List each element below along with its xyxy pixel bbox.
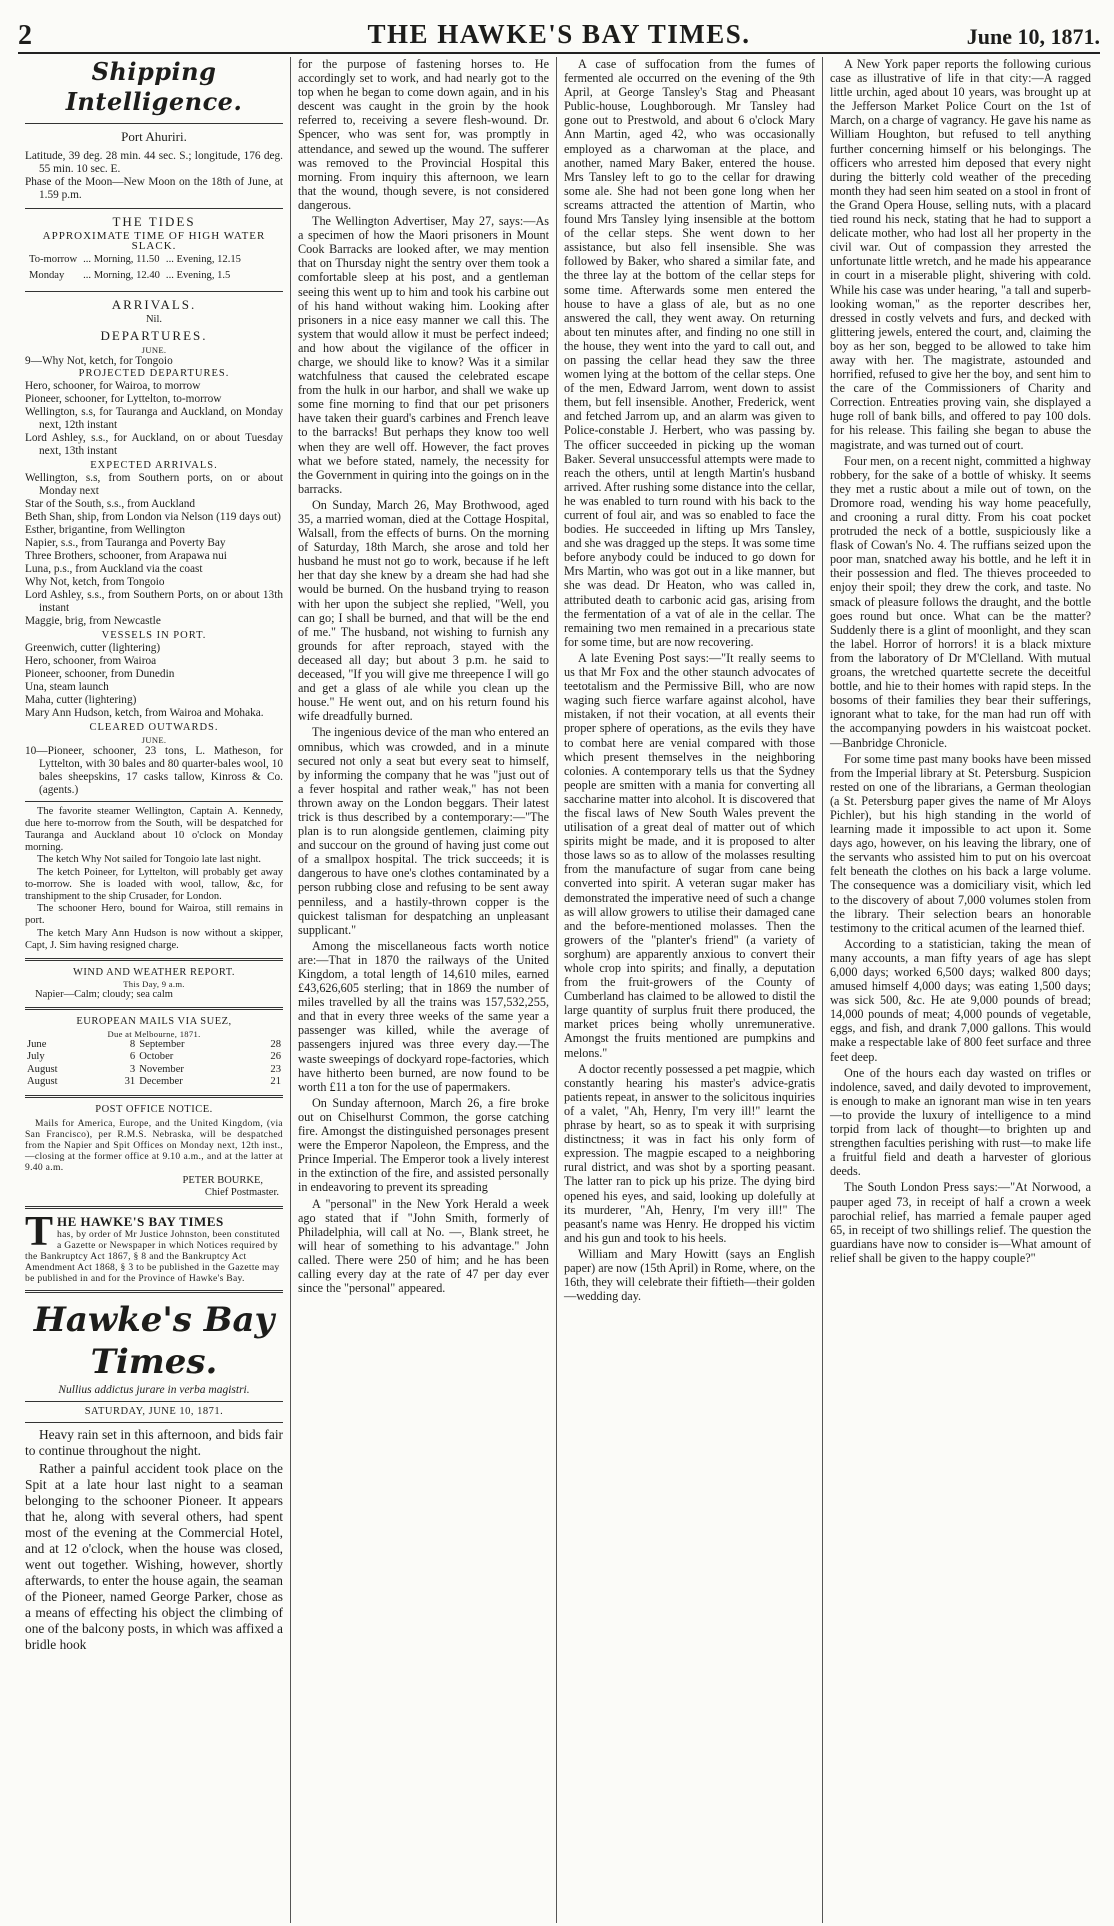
article-paragraph: A case of suffocation from the fumes of fermented ale occurred on the evening of the 9th April, at George Tansley's Stag and Pheasant Public-house, Loughborough. Mr Tansley had gone out to Prestwold, and about 6 o'clock Mary Ann Martin, aged 42, who was occasionally employed as a charwoman at the place, and another, named Mary Baker, entered the house. Mrs Tansley left to go to the cellar for drawing some ale. She had not been gone long when her screams attracted the attention of Martin, who found Mrs Tansley lying insensible at the bottom of the cellar steps. She went down to her assistance, but also fell insensible. She was followed by Baker, who shared a similar fate, and the three lay at the bottom of the cellar steps for some time. Afterwards some men entered the house to have a glass of ale, but as no one answered the call, they went away. On returning about ten minutes after, and finding no one still in the house, they went into the yard to call out, and on passing the cellar head they saw the three women lying at the bottom of the cellar steps. One of the men, Edward Jarrom, went down to assist them, but fell insensible. Another, Frederick, went and fetched Jarrom up, and an alarm was given to Police-constable J. Herbert, who was passing by. The officer succeeded in picking up the woman Baker. Several unsuccessful attempts were made to reach the others, until at length Martin's husband arrived. After rushing some distance into the cellar, he was enabled to turn round with his back to the current of foul air, and was so enabled to face the bodies. He succeeded in lifting up Mrs Tansley, and she was dragged up the steps. It was some time before anybody could be induced to go down for Mrs Martin, who was got out in a like manner, but she was dead. Dr Heaton, who was called in, attributed death to carbonic acid gas, arising from the fermentation of a vat of ale in the cellar. The remaining two men remained in a precarious state for some time, but are now recovering. (564, 57, 815, 649)
article-paragraph: Four men, on a recent night, committed a highway robbery, for the sake of a bottle of whisky. It seems they met a rustic about a mile out of town, on the Dromore road, wending his way home peacefully, and crooning a rural ditty. From his coat pocket protruded the neck of a bottle, suspiciously like a flask of Cowan's No. 4. The ruffians seized upon the poor man, snatched away his bottle, and he left it in their possession and fled. The thieves proceeded to enjoy their spoil; they drew the cork, and taste. No smack of pleasure follows the draught, and the bottle goes round but once. What can be the matter? Suddenly there is a glint of moonlight, and they scan the label. Horror of horrors! it is a black mixture from the laboratory of Dr M'Clelland. With mutual groans, the wretched quartette secrete the deceitful bottle, and hie to their homes with rapid steps. In the bosoms of their families they bear their sufferings, ignorant what to take, for the man had run off with the accompanying powders in his waistcoat pocket.—Banbridge Chronicle. (830, 453, 1091, 750)
mail-month: September (139, 1038, 185, 1050)
postoffice-title: POST OFFICE NOTICE. (95, 1104, 213, 1115)
mail-day: 23 (270, 1063, 281, 1075)
hbt-gazette-notice (25, 1215, 283, 1284)
projected-title: PROJECTED DEPARTURES. (78, 367, 230, 379)
notice-title: HE HAWKE'S BAY TIMES (57, 1214, 224, 1229)
expected-entry: Star of the South, s.s., from Auckland (25, 498, 196, 511)
paper-motto: Nullius addictus jurare in verba magistri. (58, 1383, 250, 1396)
article-paragraph: William and Mary Howitt (says an English paper) are now (15th April) in Rome, where, on the 16th, they will celebrate their fiftieth—their golden—wedding day. (564, 1246, 815, 1304)
projected-entry: Wellington, s.s, for Tauranga and Auckland, on Monday next, 12th instant (25, 405, 283, 431)
postoffice-text: Mails for America, Europe, and the United Kingdom, (via San Francisco), per R.M.S. Nebraska, will be despatched from the Napier and Spit Offices on Monday next, 12th inst.,—closing at the former office at 9.10 a.m., and at the latter at 9.40 a.m. (25, 1118, 283, 1174)
mails-title: EUROPEAN MAILS VIA SUEZ, (76, 1016, 232, 1028)
port-name: Port Ahuriri. (121, 129, 187, 144)
mail-month: August (27, 1063, 58, 1075)
article-paragraph: The Wellington Advertiser, May 27, says:—As a specimen of how the Maori prisoners in Mount Cook Barracks are looked after, we may mention that on Thursday night the sentry over them took a comfortable sleep at his post, and a gentleman seeing this went up to him and took his carbine out of his hand without waking him. Looking after prisoners in a nice easy manner we call this. The system that would allow it must be perfect indeed; and how about the vigilance of the officer in charge, we should like to know? Was it a similar watchfulness that caused the celebrated escape from the hulk in our harbor, and shall we wake up some fine morning to find that our pet prisoners have taken their guard's carbines and French leave to the barracks! But perhaps they know too well when they are well off. However, the fact proves what we before stated, namely, the necessity for the Government in quiring into the goings on in the barracks. (298, 214, 549, 496)
vessel-entry: Una, steam launch (25, 681, 109, 694)
mail-row (25, 1076, 283, 1089)
vessel-entry: Mary Ann Hudson, ketch, from Wairoa and Mohaka. (25, 707, 264, 720)
tides-subtitle: APPROXIMATE TIME OF HIGH WATER SLACK. (42, 230, 266, 253)
projected-entry: Hero, schooner, for Wairoa, to morrow (25, 379, 201, 392)
mail-day: 26 (270, 1051, 281, 1063)
cleared-title: CLEARED OUTWARDS. (89, 722, 219, 734)
expected-entry: Esther, brigantine, from Wellington (25, 524, 186, 537)
mails-subtitle: Due at Melbourne, 1871. (107, 1028, 201, 1039)
article-paragraph: A "personal" in the New York Herald a week ago stated that if "John Smith, formerly of Philadelphia, will call at No. —, Blank street, he will hear of something to his advantage." John called. There were 250 of him; and he has been calling every day at the rate of 47 per day ever since the "personal" appeared. (298, 1196, 549, 1296)
column-1 (18, 57, 290, 1923)
mail-day: 21 (270, 1076, 281, 1088)
postmaster-title: Chief Postmaster. (204, 1187, 279, 1199)
vessel-entry: Maha, cutter (lightering) (25, 694, 137, 707)
expected-entry: Napier, s.s., from Tauranga and Poverty Bay (25, 537, 226, 550)
tide-morning: ... Morning, 11.50 (83, 254, 160, 266)
shipping-note: The schooner Hero, bound for Wairoa, still remains in port. (25, 903, 283, 927)
tides-title: THE TIDES (112, 214, 196, 230)
tide-evening: ... Evening, 12.15 (165, 254, 241, 266)
masthead-date: June 10, 1871. (966, 24, 1100, 49)
projected-entry: Lord Ashley, s.s., for Auckland, on or about Tuesday next, 13th instant (25, 431, 283, 457)
shipping-note: The ketch Why Not sailed for Tongoio late last night. (37, 854, 261, 866)
article-paragraph: The South London Press says:—"At Norwood, a pauper aged 73, in receipt of half a crown a week parochial relief, has married a female pauper aged 65, in receipt of two shillings relief. The question the guardians have now to consider is—What amount of relief shall be given to the happy couple?" (830, 1180, 1091, 1265)
article-paragraph: A New York paper reports the following curious case as illustrative of life in that city:—A ragged little urchin, aged about 10 years, was brought up at the Jefferson Market Police Court on the 1st of March, on a charge of vagrancy. He gave his name as William Houghton, but refused to tell anything further concerning himself or his belongings. The officers who arrested him deposed that every night during the bitterly cold weather of the preceding month they had seen him seated on a stool in front of the Grand Opera House, selling nuts, with a placard tied round his neck, stating that he had to support a delicate mother, who had lost all her property in the civil war. Out of compassion they arrested the unfortunate little wretch, and he made his appearance in court in a miserable plight, shivering with cold. While his case was under hearing, "a tall and superb-looking woman," as the reporter describes her, dressed in costly velvets and furs, and decked with glittering jewels, entered the court, and, claiming the boy as her son, begged to be allowed to take him away with her. The magistrate, astounded and horrified, refused to give her the boy, and sent him to the care of the Commissioners of Charity and Correction. Entreaties proving vain, she displayed a huge roll of bank bills, and offered to pay 100 dols. for his release. This failing she began to abuse the magistrate, and was turned out of court. (830, 57, 1091, 452)
expected-entry: Beth Shan, ship, from London via Nelson (119 days out) (25, 511, 281, 524)
latitude: Latitude, 39 deg. 28 min. 44 sec. S.; longitude, 176 deg. 55 min. 10 sec. E. (25, 150, 283, 176)
article-paragraph: for the purpose of fastening horses to. He accordingly set to work, and had nearly got to the top when he began to come down again, and in his descent was caught in the groin by the hook referred to, receiving a severe flesh-wound. Dr. Spencer, who was sent for, was promptly in attendance, and sewed up the wound. The sufferer was removed to the Provincial Hospital this morning. From inquiry this afternoon, we learn that the wound, though severe, is not considered dangerous. (298, 57, 549, 212)
article-paragraph: According to a statistician, taking the mean of many accounts, a man fifty years of age has slept 6,000 days; worked 6,500 days; walked 800 days; amused himself 4,000 days; was eating 1,500 days; was sick 500, &c. He ate 9,000 pounds of bread; 14,000 pounds of meat; 4,000 pounds of vegetable, eggs, and fish, and drank 7,000 gallons. This would make a respectable lake of 800 feet surface and three feet deep. (830, 936, 1091, 1064)
drop-cap: T (25, 1214, 54, 1255)
tide-evening: ... Evening, 1.5 (165, 270, 231, 282)
expected-entry: Why Not, ketch, from Tongoio (25, 576, 165, 589)
shipping-note: The favorite steamer Wellington, Captain A. Kennedy, due here to-morrow from the South, will be despatched for Tauranga and Auckland about 10 o'clock on Monday morning. (25, 805, 283, 854)
tide-morning: ... Morning, 12.40 (83, 270, 160, 282)
expected-entry: Luna, p.s., from Auckland via the coast (25, 563, 203, 576)
mail-day: 28 (270, 1038, 281, 1050)
expected-entry: Three Brothers, schooner, from Arapawa nui (25, 550, 227, 563)
cleared-month: JUNE. (141, 734, 167, 745)
arrivals-nil: Nil. (145, 314, 163, 326)
mails-table (25, 1039, 283, 1089)
cleared-entry: 10—Pioneer, schooner, 23 tons, L. Matheson, for Lyttelton, with 30 bales and 80 quarter-bales wool, 10 bales sheepskins, 17 casks tallow, Kinross & Co. (agents.) (25, 744, 283, 796)
expected-entry: Wellington, s.s, from Southern ports, on or about Monday next (25, 472, 283, 498)
article-paragraph: A doctor recently possessed a pet magpie, which constantly hearing his master's advice-gratis patients repeat, in answer to the solicitous inquiries of a valet, "Ah, Henry, I'm very ill!" learnt the phrase by heart, so as to speak it with surprising distinctness; it was in fact his only form of expression. The magpie escaped to a neighboring rural district, and was shot by a sporting peasant. The latter ran to pick up his prize. The dying bird opened his eyes, and said, looking up dolefully at its murderer, "Ah, Henry, I'm very ill!" The peasant's name was Henry. He dropped his victim and his gun and took to his heels. (564, 1061, 815, 1245)
mail-month: August (27, 1076, 58, 1088)
mail-day: 3 (129, 1063, 136, 1075)
page-number: 2 (18, 20, 32, 51)
vessel-entry: Pioneer, schooner, from Dunedin (25, 668, 175, 681)
departures-month: JUNE. (141, 344, 167, 355)
mail-month: July (27, 1051, 45, 1063)
article-paragraph: On Sunday, March 26, May Brothwood, aged 35, a married woman, died at the Cottage Hospital, Walsall, from the effects of burns. On the morning of Saturday, 18th March, she arose and told her husband he must not go to work, because if he left her that day she knew by a dream she had had she would be burned. On the husband trying to reason with her upon the subject she replied, "Well, you can go; I shall be burned, and that will be the end of me." The husband, not wishing to furnish any grounds for after reproach, stayed with the deceased all day; but about 3 p.m. he said to deceased, "If you will give me threepence I will go and get a glass of ale while you clean up the house." He went out, and on his return found his wife dreadfully burned. (298, 497, 549, 724)
mail-day: 31 (124, 1076, 136, 1088)
columns (18, 57, 1100, 1923)
editorial-paragraph: Heavy rain set in this afternoon, and bids fair to continue throughout the night. (25, 1427, 283, 1458)
tide-row (27, 253, 243, 267)
tide-day: Monday (29, 270, 65, 282)
expected-entry: Lord Ashley, s.s., from Southern Ports, on or about 13th instant (25, 589, 283, 615)
issue-date: SATURDAY, JUNE 10, 1871. (84, 1405, 224, 1417)
mail-row (25, 1051, 283, 1064)
tide-row (27, 269, 243, 283)
shipping-title: Shipping Intelligence. (65, 57, 243, 116)
mail-month: November (139, 1063, 184, 1075)
shipping-note: The ketch Mary Ann Hudson is now without a skipper, Capt, J. Sim having resigned charge. (25, 927, 283, 951)
moon-phase: Phase of the Moon—New Moon on the 18th of June, at 1.59 p.m. (25, 176, 283, 202)
departure-entry: 9—Why Not, ketch, for Tongoio (25, 354, 173, 367)
mail-row (25, 1064, 283, 1077)
expected-entry: Maggie, brig, from Newcastle (25, 615, 161, 628)
weather-title: WIND AND WEATHER REPORT. (72, 967, 236, 979)
mail-month: December (139, 1076, 183, 1088)
weather-day: This Day, 9 a.m. (123, 979, 185, 990)
paper-title: Hawke's Bay Times. (33, 1299, 275, 1382)
mail-day: 8 (129, 1038, 136, 1050)
shipping-note: The ketch Poineer, for Lyttelton, will probably get away to-morrow. She is loaded with wool, tallow, &c, for transhipment to the ship Crusader, for London. (25, 866, 283, 902)
postmaster-name: PETER BOURKE, (182, 1175, 263, 1187)
article-paragraph: Among the miscellaneous facts worth notice are:—That in 1870 the railways of the United Kingdom, a total length of 14,610 miles, earned £43,626,605 sterling; that in 1869 the number of miles travelled by all the trains was 157,532,255, and that in every three weeks of the same year a passenger was killed, while the average of passengers injured was three every day.—The waste sweepings of dockyard rope-factories, which have hitherto been burned, are now found to be worth £11 a ton for the use of papermakers. (298, 938, 549, 1094)
vessel-entry: Greenwich, cutter (lightering) (25, 642, 161, 655)
column-3 (556, 57, 822, 1923)
mail-month: October (139, 1051, 174, 1063)
tide-day: To-morrow (29, 254, 78, 266)
column-2 (290, 57, 556, 1923)
notice-text: has, by order of Mr Justice Johnston, been constituted a Gazette or Newspaper in which Notices required by the Bankruptcy Act 1867, § 8 and the Bankruptcy Act Amendment Act 1868, § 3 to be published in the Gazette may be published in and for the Province of Hawke's Bay. (25, 1228, 280, 1284)
arrivals-title: ARRIVALS. (111, 297, 197, 313)
departures-title: DEPARTURES. (100, 327, 208, 343)
weather-report: Napier—Calm; cloudy; sea calm (35, 989, 173, 1001)
tides-table (25, 251, 245, 285)
article-paragraph: For some time past many books have been missed from the Imperial library at St. Petersburg. Suspicion rested on one of the librarians, a German theologian (a St. Petersburg paper gives the name of Mr Aloys Pichler), but his high standing in the world of learning made it impossible to act upon it. Some days ago, however, on his leaving the library, one of the servants who assisted him to put on his overcoat felt beneath the clothes on his back a large volume. The consequence was a domiciliary visit, which led to the discovery of about 7,000 volumes stolen from the library. Their selection bears an honorable testimony to the critical acumen of the learned thief. (830, 751, 1091, 935)
projected-entry: Pioneer, schooner, for Lyttelton, to-morrow (25, 392, 222, 405)
mail-row (25, 1039, 283, 1052)
article-paragraph: A late Evening Post says:—"It really seems to us that Mr Fox and the other staunch advocates of teetotalism and the Permissive Bill, who are now waging such fierce warfare against alcohol, have mistaken, if not their vocation, at all events their proper sphere of operations, as the evils they have to combat here are venial compared with those which present themselves in the neighboring colonies. A contemporary tells us that the Sydney people are smitten with a mania for converting all saccharine matter into alcohol. It is discovered that the fiscal laws of New South Wales prevent the utilisation of a great deal of matter out of which spirits might be made, and it is proposed to alter those laws so as to allow of the molasses resulting from the manufacture of sugar from cane being converted into spirit. A veteran sugar maker has demonstrated the imperative need of such a change as will allow growers to utilise their damaged cane and the before-mentioned molasses. Then the growers of the "planter's friend" (a variety of sorghum) are apparently anxious to convert their whole crop into spirits; and finally, a deputation from the fruit-growers of the County of Cumberland has claimed to be allowed to distil the large quantity of surplus fruit there produced, the market prices being wholly unremunerative. Amongst the fruits mentioned are pumpkins and melons." (564, 650, 815, 1060)
editorial-paragraph: Rather a painful accident took place on the Spit at a late hour last night to a seaman belonging to the schooner Pioneer. It appears that he, along with several others, had spent most of the evening at the Commercial Hotel, and at 12 o'clock, when the house was closed, went out together. Wishing, however, shortly afterwards, to enter the house again, the seaman of the Pioneer, named George Parker, chose as a means of effecting his object the climbing of one of the balcony posts, in which was affixed a bridle hook (25, 1461, 283, 1652)
masthead (18, 12, 1100, 54)
mail-day: 6 (129, 1051, 136, 1063)
column-4 (822, 57, 1098, 1923)
article-paragraph: The ingenious device of the man who entered an omnibus, which was crowded, and in a minute secured not only a seat but every seat to himself, by informing the company that he was "just out of a fever hospital and rather weak," has not been thrown away on the London beggars. Their latest trick is thus described by a contemporary:—"The plan is to run alongside gentlemen, claiming pity and succour on the ground of having just come out of a smallpox hospital. The trick succeeds; it is dangerous to have one's clothes contaminated by a person rubbing close and refusing to be sent away penniless, and a hastily-thrown copper is the quickest talisman for despatching an unpleasant supplicant." (298, 725, 549, 937)
vessel-entry: Hero, schooner, from Wairoa (25, 655, 157, 668)
masthead-title: THE HAWKE'S BAY TIMES. (367, 19, 751, 49)
expected-title: EXPECTED ARRIVALS. (90, 459, 218, 471)
article-paragraph: On Sunday afternoon, March 26, a fire broke out on Chiselhurst Common, the gorse catching fire. Amongst the distinguished personages present were the Emperor Napoleon, the Empress, and the Prince Imperial. The Emperor took a lively interest in the extinction of the fire, and assisted personally in endeavoring to prevent its spreading (298, 1095, 549, 1195)
article-paragraph: One of the hours each day wasted on trifles or indolence, saved, and daily devoted to improvement, is enough to make an ignorant man wise in ten years—to provide the luxury of intelligence to a mind torpid from lack of thought—to brighten up and strengthen faculties perishing with rust—to make life a fruitful field and death a harvester of glorious deeds. (830, 1065, 1091, 1179)
vessels-title: VESSELS IN PORT. (101, 630, 207, 642)
mail-month: June (27, 1038, 47, 1050)
